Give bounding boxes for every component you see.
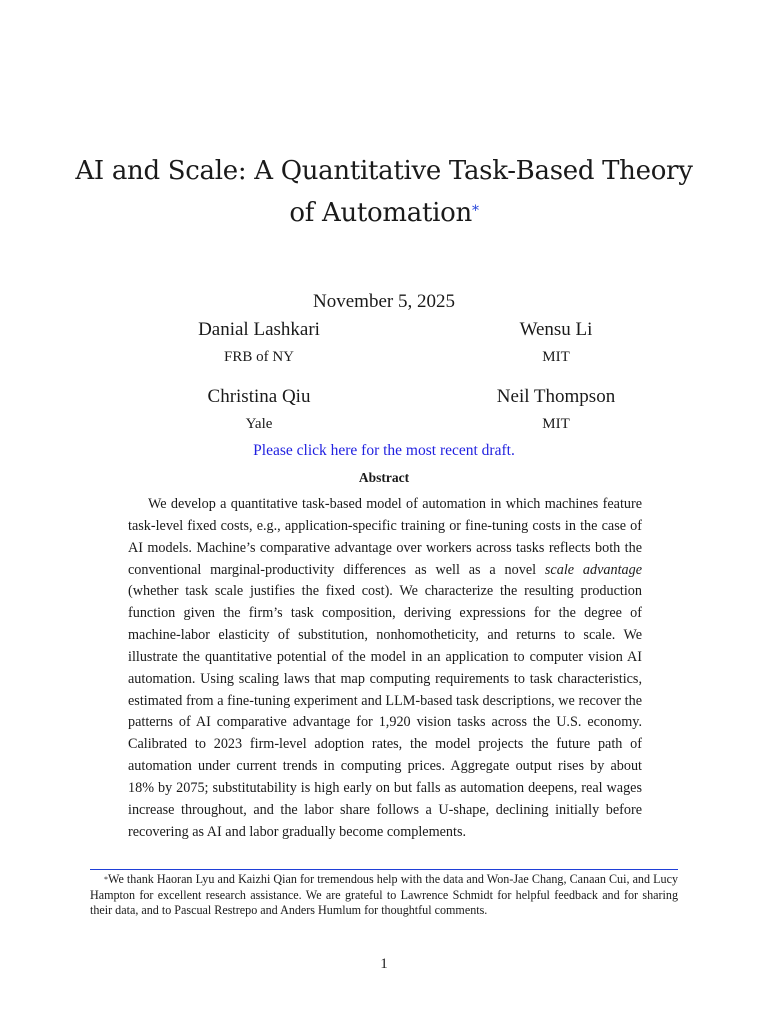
author-affiliation: Yale [245,416,273,432]
paper-title [60,150,708,234]
footnote-rule [90,869,678,870]
author-name: Wensu Li [519,319,593,340]
title-footnote-marker[interactable]: * [471,203,479,219]
recent-draft-link[interactable]: Please click here for the most recent draft. [253,442,515,459]
author-block [436,385,676,434]
paper-date: November 5, 2025 [313,291,455,312]
author-block [436,318,676,367]
abstract-emphasis: scale advantage [544,561,642,578]
abstract-heading: Abstract [358,470,410,485]
footnote-text: We thank Haoran Lyu and Kaizhi Qian for tremendous help with the data and Won-Jae Chang, Canaan Cui, and Lucy Hampton for excellent research assistance. We are grateful to Lawrence Schmidt for helpful feedback and for sharing their data, and to Pascual Restrepo and Anders Humlum for thoughtful comments. [90,872,678,917]
abstract-text [128,494,642,844]
author-affiliation: MIT [542,349,570,365]
footnote [90,872,678,919]
author-name: Christina Qiu [207,386,311,407]
author-affiliation: MIT [542,416,570,432]
footnote-marker: * [104,875,108,884]
abstract-text-part2: (whether task scale justifies the fixed cost). We characterize the resulting production function given the firm’s task composition, deriving expressions for the degree of machine-labor elasticity of substitution, nonhomotheticity, and returns to scale. We illustrate the quantitative potential of the model in an application to computer vision AI automation. Using scaling laws that map computing requirements to task characteristics, estimated from a fine-tuning experiment and LLM-based task descriptions, we recover the patterns of AI comparative advantage for 1,920 vision tasks across the U.S. economy. Calibrated to 2023 firm-level adoption rates, the model projects the future path of automation under current trends in computing prices. Aggregate output rises by about 18% by 2075; substitutability is high early on but falls as automation deepens, real wages increase throughout, and the labor share follows a U-shape, declining initially before recovering as AI and labor gradually become complements. [128,583,642,840]
author-name: Danial Lashkari [198,319,320,340]
author-block [139,385,379,434]
author-block [139,318,379,367]
author-affiliation: FRB of NY [223,349,294,365]
paper-title-text: AI and Scale: A Quantitative Task-Based Theory of Automation [75,156,693,228]
page-number: 1 [380,956,388,972]
author-name: Neil Thompson [496,386,616,407]
abstract-text-part1: We develop a quantitative task-based model of automation in which machines feature task-level fixed costs, e.g., application-specific training or fine-tuning costs in the case of AI models. Machine’s comparative advantage over workers across tasks reflects both the conventional marginal-productivity differences as well as a novel [128,496,642,578]
